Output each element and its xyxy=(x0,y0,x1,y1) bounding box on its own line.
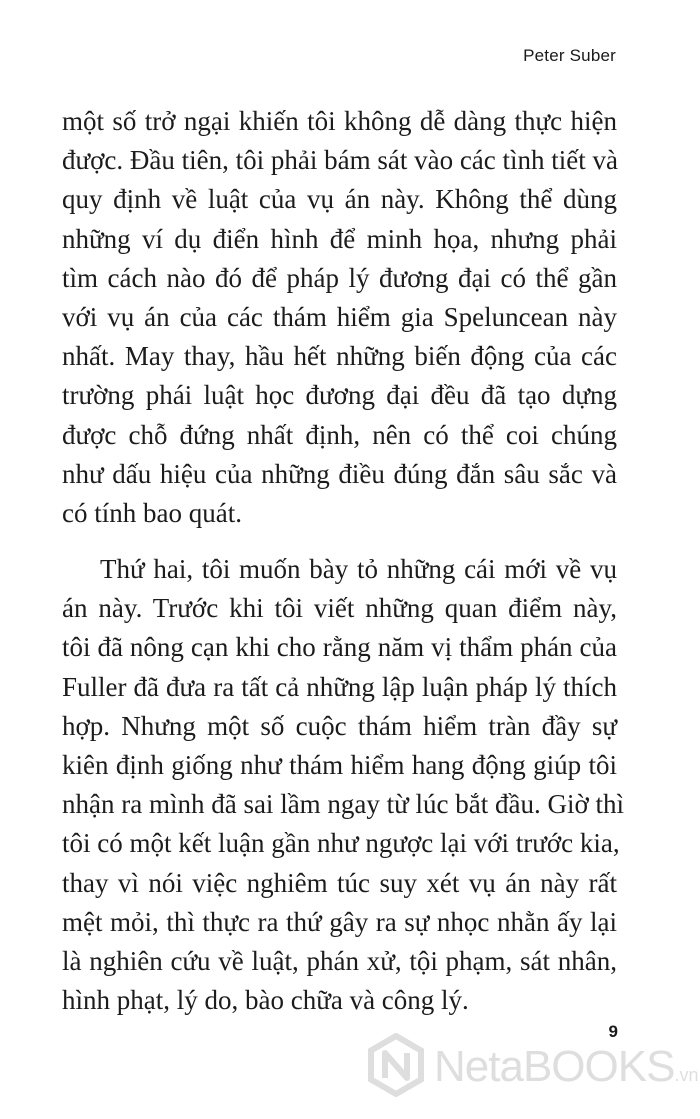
text-line: hình phạt, lý do, bào chữa và công lý. xyxy=(62,985,469,1016)
text-line: tôi đã nông cạn khi cho rằng năm vị thẩm phán của xyxy=(62,632,617,663)
text-line: hợp. Nhưng một số cuộc thám hiểm tràn đầy sự xyxy=(62,710,617,741)
text-line: như dấu hiệu của những điều đúng đắn sâu sắc và xyxy=(62,458,617,489)
text-line: kiên định giống như thám hiểm hang động giúp tôi xyxy=(62,750,617,781)
text-line: mệt mỏi, thì thực ra thứ gây ra sự nhọc nhằn ấy lại xyxy=(62,906,617,937)
text-line: thay vì nói việc nghiêm túc suy xét vụ án này rất xyxy=(62,867,617,898)
watermark-brand xyxy=(434,1042,698,1092)
text-line: nhận ra mình đã sai lầm ngay từ lúc bắt đầu. Giờ thì xyxy=(62,789,625,820)
watermark-brand-name: NetaBOOKS xyxy=(434,1042,675,1091)
paragraph-1 xyxy=(62,102,617,533)
text-line: trường phái luật học đương đại đều đã tạo dựng xyxy=(62,380,617,411)
text-line: Fuller đã đưa ra tất cả những lập luận pháp lý thích xyxy=(62,671,617,702)
page-number: 9 xyxy=(608,1022,618,1041)
paragraph-2 xyxy=(62,550,625,1020)
text-line: một số trở ngại khiến tôi không dễ dàng thực hiện xyxy=(62,106,617,136)
text-line: Thứ hai, tôi muốn bày tỏ những cái mới về vụ xyxy=(100,554,617,584)
text-line: với vụ án của các thám hiểm gia Speluncean này xyxy=(62,302,617,333)
netabooks-logo-icon xyxy=(364,1033,428,1097)
text-line: nhất. May thay, hầu hết những biến động của các xyxy=(62,341,617,372)
watermark xyxy=(360,1030,699,1100)
text-line: tìm cách nào đó để pháp lý đương đại có thể gần xyxy=(62,262,617,293)
text-line: những ví dụ điển hình để minh họa, nhưng phải xyxy=(62,223,617,254)
text-line: tôi có một kết luận gần như ngược lại với trước kia, xyxy=(62,828,620,859)
text-line: được. Đầu tiên, tôi phải bám sát vào các tình tiết và xyxy=(62,145,618,176)
text-line: có tính bao quát. xyxy=(62,498,242,529)
running-header-author: Peter Suber xyxy=(523,46,616,65)
watermark-domain-suffix: .vn xyxy=(674,1065,699,1085)
text-line: quy định về luật của vụ án này. Không thể dùng xyxy=(62,184,617,215)
text-line: là nghiên cứu về luật, phán xử, tội phạm, sát nhân, xyxy=(62,946,617,977)
text-line: án này. Trước khi tôi viết những quan điểm này, xyxy=(62,593,617,624)
text-line: được chỗ đứng nhất định, nên có thể coi chúng xyxy=(62,419,617,450)
